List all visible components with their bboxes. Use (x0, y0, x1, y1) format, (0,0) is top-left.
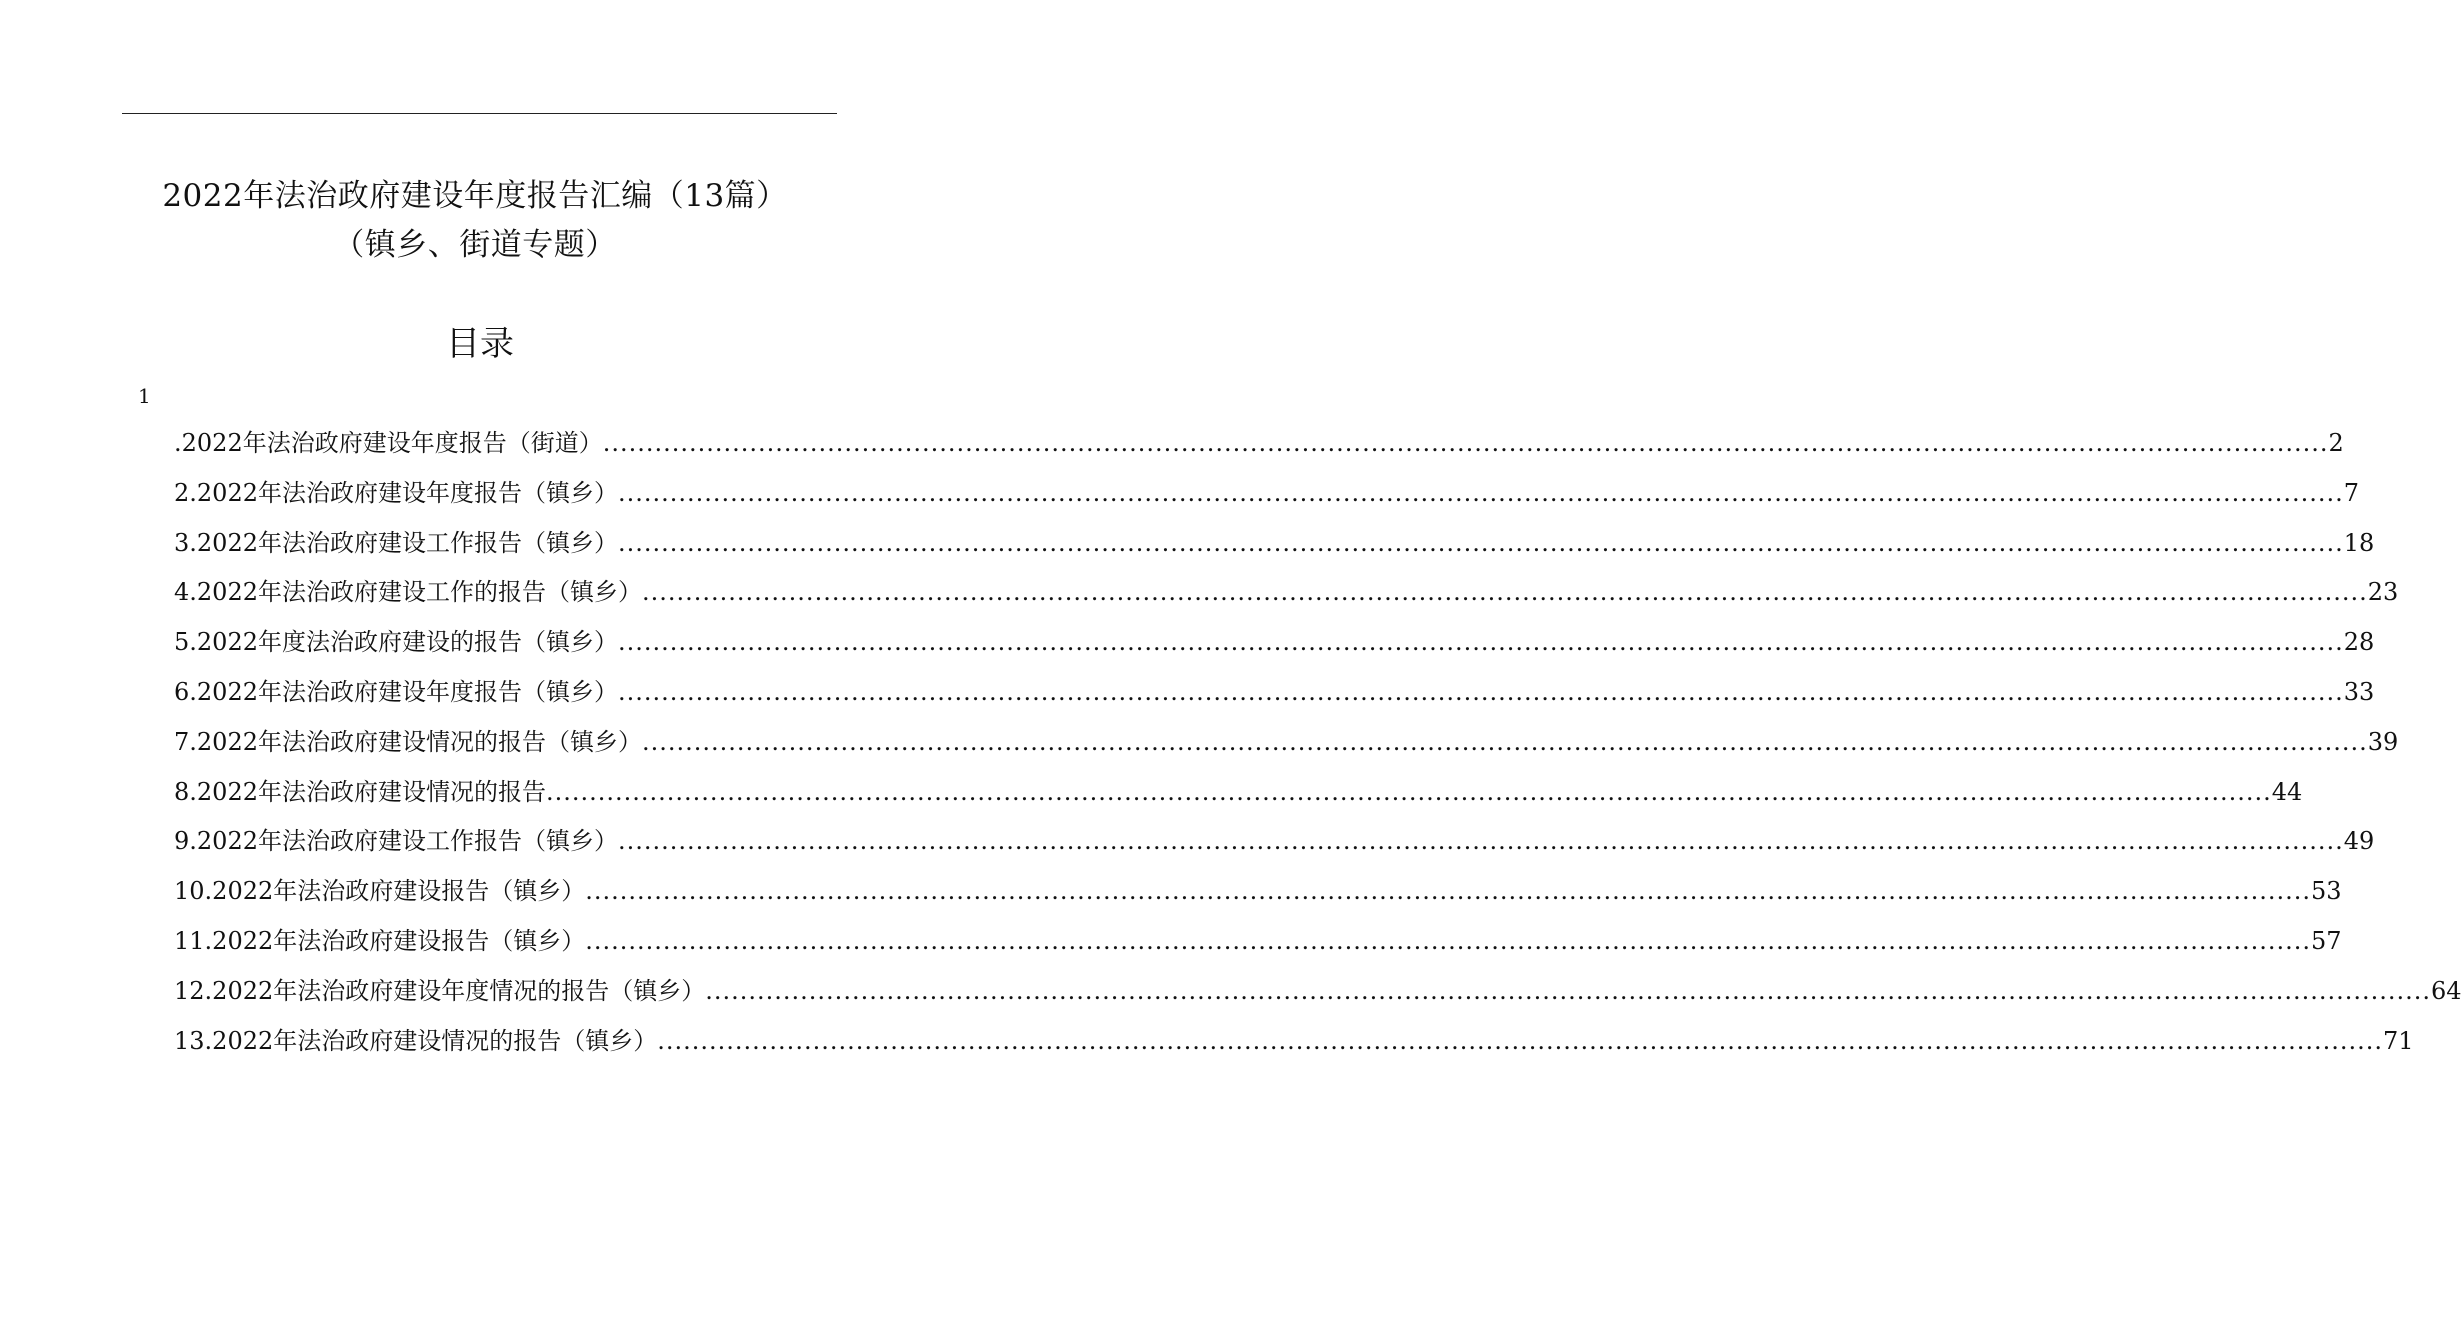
toc-entry[interactable] (174, 775, 2303, 825)
toc-entry-page: 33 (2343, 677, 2375, 706)
toc-entry-title: .2022年法治政府建设年度报告（街道） (174, 429, 603, 457)
toc-entry-page: 71 (2383, 1026, 2414, 1055)
toc-entry[interactable] (174, 924, 2342, 974)
page-number-label: 1 (138, 384, 151, 408)
toc-leader-dots: ........................................................................................................................................................................................................ (657, 1026, 2384, 1055)
toc-leader-dots: ........................................................................................................................................................................................................ (585, 926, 2312, 955)
toc-leader-dots: ........................................................................................................................................................................................................ (641, 727, 2368, 756)
toc-entry-title: 13.2022年法治政府建设情况的报告（镇乡） (174, 1026, 658, 1055)
toc-leader-dots: ........................................................................................................................................................................................................ (585, 877, 2312, 906)
toc-entry-title: 4.2022年法治政府建设工作的报告（镇乡） (174, 578, 642, 607)
toc-entry[interactable] (174, 625, 2375, 675)
toc-entry[interactable] (174, 1024, 2414, 1074)
document-subtitle: （镇乡、街道专题） (333, 227, 617, 263)
toc-entry-title: 8.2022年法治政府建设情况的报告 (174, 777, 546, 806)
toc-entry-page: 39 (2367, 727, 2399, 756)
toc-leader-dots: ........................................................................................................................................................................................................ (617, 628, 2344, 657)
toc-entry[interactable] (174, 874, 2342, 924)
toc-entry-page: 44 (2271, 777, 2303, 806)
toc-entry-page: 7 (2343, 478, 2360, 507)
toc-entry-page: 2 (2328, 429, 2344, 457)
toc-entry[interactable] (174, 426, 2344, 476)
toc-leader-dots: ........................................................................................................................................................................................................ (617, 827, 2344, 856)
toc-entry-title: 11.2022年法治政府建设报告（镇乡） (174, 926, 586, 955)
toc-entry-page: 53 (2311, 877, 2342, 906)
toc-entry-title: 10.2022年法治政府建设报告（镇乡） (174, 877, 586, 906)
toc-leader-dots: ........................................................................................................................................................................................................ (602, 429, 2329, 457)
toc-entry-page: 18 (2343, 528, 2375, 557)
toc-entry[interactable] (174, 526, 2375, 576)
toc-entry[interactable] (174, 974, 2462, 1024)
toc-entry-title: 3.2022年法治政府建设工作报告（镇乡） (174, 528, 618, 557)
toc-leader-dots: ........................................................................................................................................................................................................ (617, 528, 2344, 557)
toc-entry[interactable] (174, 476, 2360, 526)
toc-entry-page: 57 (2311, 926, 2342, 955)
toc-entry[interactable] (174, 575, 2399, 625)
toc-entry-title: 7.2022年法治政府建设情况的报告（镇乡） (174, 727, 642, 756)
toc-heading: 目录 (446, 324, 514, 364)
document-title: 2022年法治政府建设年度报告汇编（13篇） (162, 178, 788, 214)
toc-leader-dots: ........................................................................................................................................................................................................ (617, 677, 2344, 706)
toc-entry[interactable] (174, 824, 2375, 874)
toc-leader-dots: ........................................................................................................................................................................................................ (641, 578, 2368, 607)
toc-list (174, 426, 2462, 1073)
toc-entry-page: 23 (2367, 578, 2399, 607)
toc-entry-page: 49 (2343, 827, 2375, 856)
toc-entry-title: 5.2022年度法治政府建设的报告（镇乡） (174, 628, 618, 657)
toc-leader-dots: ........................................................................................................................................................................................................ (705, 976, 2432, 1005)
toc-leader-dots: ........................................................................................................................................................................................................ (545, 777, 2272, 806)
toc-entry[interactable] (174, 675, 2375, 725)
toc-entry-page: 64 (2431, 976, 2462, 1005)
toc-entry[interactable] (174, 725, 2399, 775)
toc-entry-title: 2.2022年法治政府建设年度报告（镇乡） (174, 478, 618, 507)
toc-leader-dots: ........................................................................................................................................................................................................ (617, 478, 2344, 507)
header-rule (122, 113, 837, 114)
toc-entry-title: 9.2022年法治政府建设工作报告（镇乡） (174, 827, 618, 856)
toc-entry-title: 6.2022年法治政府建设年度报告（镇乡） (174, 677, 618, 706)
toc-entry-page: 28 (2343, 628, 2375, 657)
toc-entry-title: 12.2022年法治政府建设年度情况的报告（镇乡） (174, 976, 706, 1005)
